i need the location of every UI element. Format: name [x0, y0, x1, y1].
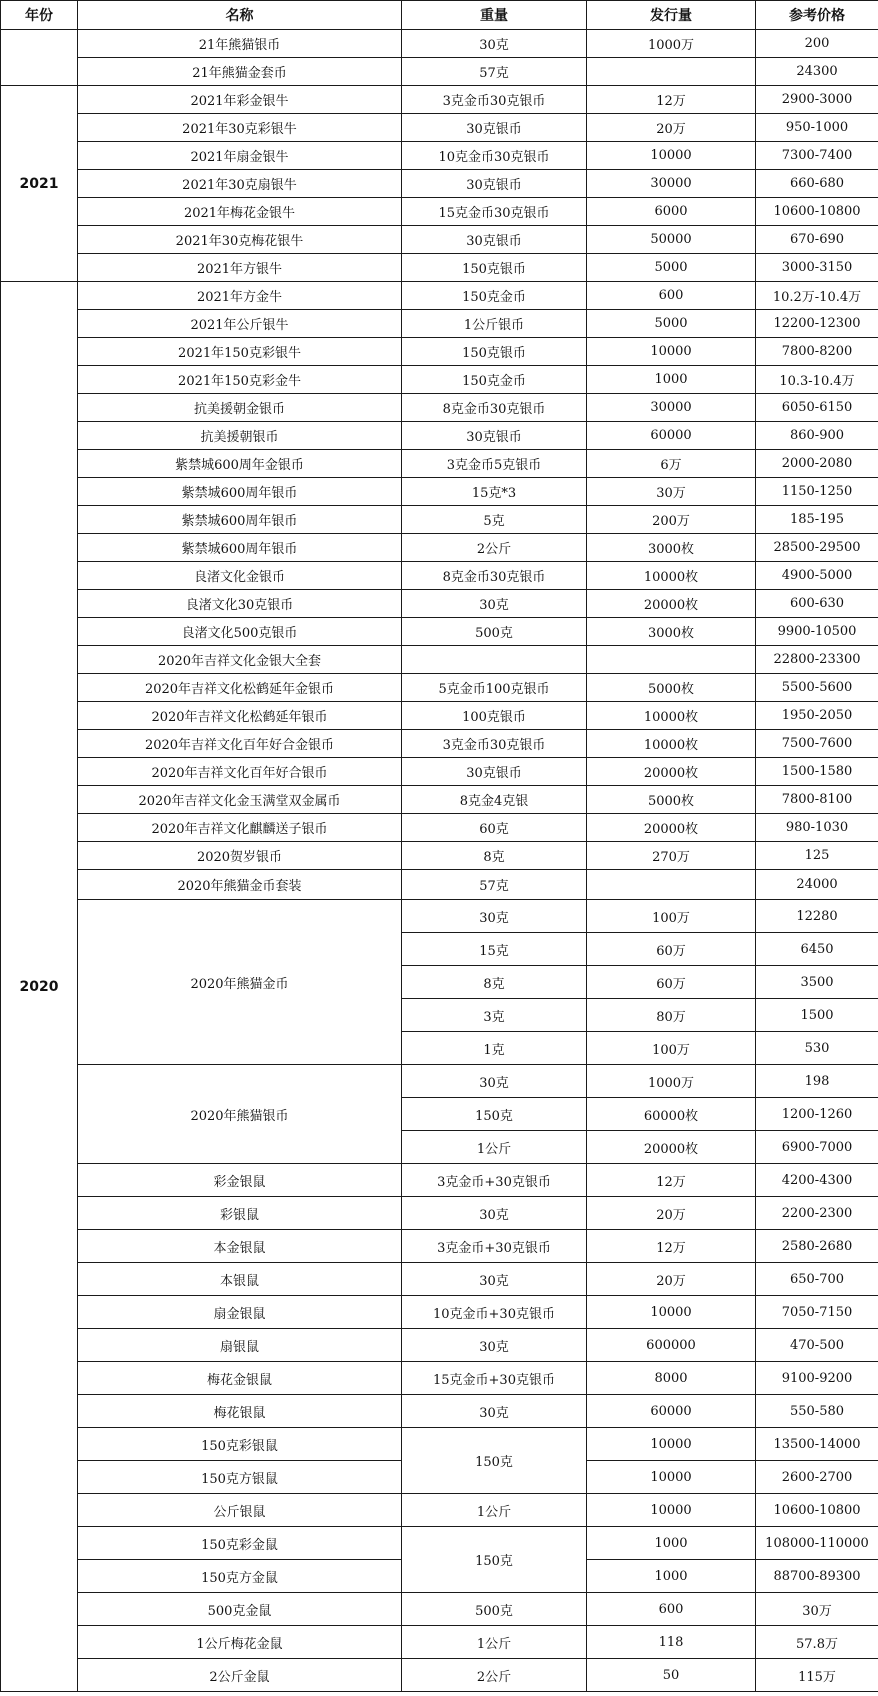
cell-price: 6050-6150 — [756, 394, 878, 422]
table-row — [1, 254, 878, 282]
cell-price: 7300-7400 — [756, 142, 878, 170]
table-row — [1, 506, 878, 534]
cell-weight: 2公斤 — [402, 534, 587, 562]
table-row — [1, 1593, 878, 1626]
table-row — [1, 58, 878, 86]
cell-weight: 8克金4克银 — [402, 786, 587, 814]
cell-weight: 30克银币 — [402, 226, 587, 254]
cell-issue: 10000 — [587, 142, 756, 170]
cell-price: 530 — [756, 1032, 878, 1065]
cell-issue: 10000枚 — [587, 562, 756, 590]
cell-price: 1200-1260 — [756, 1098, 878, 1131]
cell-weight: 15克金币30克银币 — [402, 198, 587, 226]
cell-weight: 30克银币 — [402, 758, 587, 786]
cell-price: 200 — [756, 30, 878, 58]
table-row — [1, 450, 878, 478]
cell-name: 本银鼠 — [78, 1263, 402, 1296]
cell-weight: 30克银币 — [402, 422, 587, 450]
cell-weight: 3克金币+30克银币 — [402, 1164, 587, 1197]
cell-weight: 150克银币 — [402, 254, 587, 282]
cell-price: 115万 — [756, 1659, 878, 1692]
cell-issue: 12万 — [587, 1164, 756, 1197]
cell-weight: 30克银币 — [402, 114, 587, 142]
cell-price: 5500-5600 — [756, 674, 878, 702]
cell-price: 2600-2700 — [756, 1461, 878, 1494]
cell-price: 13500-14000 — [756, 1428, 878, 1461]
cell-weight: 150克 — [402, 1098, 587, 1131]
cell-price: 3000-3150 — [756, 254, 878, 282]
cell-weight: 57克 — [402, 58, 587, 86]
cell-name: 2021年30克彩银牛 — [78, 114, 402, 142]
table-row — [1, 842, 878, 870]
cell-name: 2020年熊猫金币套装 — [78, 870, 402, 900]
table-row — [1, 30, 878, 58]
cell-name: 2公斤金鼠 — [78, 1659, 402, 1692]
cell-issue: 3000枚 — [587, 534, 756, 562]
cell-issue: 5000枚 — [587, 674, 756, 702]
table-row — [1, 814, 878, 842]
cell-name: 紫禁城600周年银币 — [78, 478, 402, 506]
cell-issue: 10000枚 — [587, 730, 756, 758]
table-row — [1, 226, 878, 254]
cell-price: 2200-2300 — [756, 1197, 878, 1230]
table-row — [1, 590, 878, 618]
table-row — [1, 114, 878, 142]
cell-issue: 600000 — [587, 1329, 756, 1362]
cell-issue: 6000 — [587, 198, 756, 226]
table-row — [1, 198, 878, 226]
cell-price: 950-1000 — [756, 114, 878, 142]
cell-price: 9100-9200 — [756, 1362, 878, 1395]
cell-weight: 15克金币+30克银币 — [402, 1362, 587, 1395]
cell-issue: 20万 — [587, 1197, 756, 1230]
cell-issue: 60万 — [587, 966, 756, 999]
cell-name: 2020贺岁银币 — [78, 842, 402, 870]
cell-issue: 600 — [587, 1593, 756, 1626]
cell-issue: 3000枚 — [587, 618, 756, 646]
table-row — [1, 1494, 878, 1527]
cell-price: 600-630 — [756, 590, 878, 618]
cell-name: 彩银鼠 — [78, 1197, 402, 1230]
header-name: 名称 — [78, 1, 402, 30]
table-row — [1, 170, 878, 198]
cell-name: 150克彩金鼠 — [78, 1527, 402, 1560]
cell-price: 1500 — [756, 999, 878, 1032]
year-cell-2021: 2021 — [1, 86, 78, 282]
cell-weight: 5克金币100克银币 — [402, 674, 587, 702]
cell-weight: 1公斤 — [402, 1626, 587, 1659]
cell-name: 2021年30克扇银牛 — [78, 170, 402, 198]
table-row — [1, 702, 878, 730]
cell-weight: 100克银币 — [402, 702, 587, 730]
cell-price: 470-500 — [756, 1329, 878, 1362]
cell-name: 2020年熊猫银币 — [78, 1065, 402, 1164]
cell-name: 抗美援朝金银币 — [78, 394, 402, 422]
cell-name: 良渚文化500克银币 — [78, 618, 402, 646]
cell-price: 7050-7150 — [756, 1296, 878, 1329]
cell-issue: 118 — [587, 1626, 756, 1659]
cell-price: 660-680 — [756, 170, 878, 198]
cell-weight: 30克 — [402, 1395, 587, 1428]
cell-weight: 30克 — [402, 30, 587, 58]
cell-name: 彩金银鼠 — [78, 1164, 402, 1197]
cell-issue: 10000 — [587, 1461, 756, 1494]
table-row — [1, 758, 878, 786]
cell-price: 860-900 — [756, 422, 878, 450]
cell-price: 7800-8100 — [756, 786, 878, 814]
cell-name: 2021年公斤银牛 — [78, 310, 402, 338]
cell-price: 185-195 — [756, 506, 878, 534]
cell-name: 2021年方金牛 — [78, 282, 402, 310]
cell-issue: 60000 — [587, 1395, 756, 1428]
table-row — [1, 86, 878, 114]
cell-weight: 500克 — [402, 1593, 587, 1626]
cell-name: 150克方金鼠 — [78, 1560, 402, 1593]
cell-name: 2020年吉祥文化麒麟送子银币 — [78, 814, 402, 842]
header-weight: 重量 — [402, 1, 587, 30]
cell-price: 198 — [756, 1065, 878, 1098]
cell-price: 2000-2080 — [756, 450, 878, 478]
cell-price: 1150-1250 — [756, 478, 878, 506]
cell-weight: 60克 — [402, 814, 587, 842]
cell-issue: 100万 — [587, 900, 756, 933]
cell-issue: 1000万 — [587, 1065, 756, 1098]
cell-weight: 8克金币30克银币 — [402, 394, 587, 422]
table-row — [1, 534, 878, 562]
cell-name: 2021年扇金银牛 — [78, 142, 402, 170]
header-issue: 发行量 — [587, 1, 756, 30]
cell-name: 2020年吉祥文化百年好合银币 — [78, 758, 402, 786]
cell-weight: 15克 — [402, 933, 587, 966]
cell-weight: 30克 — [402, 1197, 587, 1230]
cell-weight: 10克金币+30克银币 — [402, 1296, 587, 1329]
cell-price: 6450 — [756, 933, 878, 966]
cell-issue: 10000 — [587, 1296, 756, 1329]
cell-price: 24300 — [756, 58, 878, 86]
cell-price: 4200-4300 — [756, 1164, 878, 1197]
cell-name: 21年熊猫金套币 — [78, 58, 402, 86]
cell-weight: 57克 — [402, 870, 587, 900]
cell-name: 扇银鼠 — [78, 1329, 402, 1362]
table-row — [1, 1659, 878, 1692]
table-row — [1, 422, 878, 450]
cell-issue: 30000 — [587, 170, 756, 198]
table-row — [1, 1197, 878, 1230]
table-row — [1, 1428, 878, 1461]
cell-issue: 1000万 — [587, 30, 756, 58]
cell-name: 2020年熊猫金币 — [78, 900, 402, 1065]
header-price: 参考价格 — [756, 1, 878, 30]
cell-weight: 150克 — [402, 1428, 587, 1494]
cell-price: 6900-7000 — [756, 1131, 878, 1164]
table-row — [1, 786, 878, 814]
cell-issue: 6万 — [587, 450, 756, 478]
cell-name: 2020年吉祥文化松鹤延年金银币 — [78, 674, 402, 702]
cell-weight: 8克 — [402, 842, 587, 870]
table-row — [1, 900, 878, 933]
cell-weight: 30克 — [402, 1329, 587, 1362]
cell-name: 2020年吉祥文化松鹤延年银币 — [78, 702, 402, 730]
cell-weight: 10克金币30克银币 — [402, 142, 587, 170]
table-row — [1, 282, 878, 310]
table-row — [1, 1527, 878, 1560]
cell-name: 紫禁城600周年金银币 — [78, 450, 402, 478]
cell-price: 7500-7600 — [756, 730, 878, 758]
cell-issue: 60000 — [587, 422, 756, 450]
cell-weight: 3克金币5克银币 — [402, 450, 587, 478]
cell-price: 12280 — [756, 900, 878, 933]
cell-issue: 100万 — [587, 1032, 756, 1065]
header-year: 年份 — [1, 1, 78, 30]
table-row — [1, 562, 878, 590]
cell-name: 21年熊猫银币 — [78, 30, 402, 58]
cell-weight: 5克 — [402, 506, 587, 534]
cell-issue: 8000 — [587, 1362, 756, 1395]
table-row — [1, 1626, 878, 1659]
cell-price: 1950-2050 — [756, 702, 878, 730]
cell-weight: 150克金币 — [402, 366, 587, 394]
cell-issue: 12万 — [587, 86, 756, 114]
cell-issue: 20000枚 — [587, 590, 756, 618]
cell-issue: 60000枚 — [587, 1098, 756, 1131]
cell-issue: 20000枚 — [587, 758, 756, 786]
cell-name: 良渚文化30克银币 — [78, 590, 402, 618]
table-row — [1, 366, 878, 394]
cell-weight: 1克 — [402, 1032, 587, 1065]
cell-price: 670-690 — [756, 226, 878, 254]
cell-weight: 1公斤银币 — [402, 310, 587, 338]
cell-issue: 600 — [587, 282, 756, 310]
cell-price: 550-580 — [756, 1395, 878, 1428]
cell-issue: 20万 — [587, 114, 756, 142]
cell-price: 88700-89300 — [756, 1560, 878, 1593]
cell-weight: 30克银币 — [402, 170, 587, 198]
cell-issue: 10000 — [587, 1428, 756, 1461]
cell-name: 2021年彩金银牛 — [78, 86, 402, 114]
cell-issue: 10000 — [587, 338, 756, 366]
cell-price: 980-1030 — [756, 814, 878, 842]
cell-weight: 30克 — [402, 590, 587, 618]
cell-weight: 3克金币30克银币 — [402, 86, 587, 114]
cell-issue: 200万 — [587, 506, 756, 534]
cell-price: 2580-2680 — [756, 1230, 878, 1263]
cell-name: 2021年150克彩金牛 — [78, 366, 402, 394]
cell-weight: 3克 — [402, 999, 587, 1032]
table-row — [1, 478, 878, 506]
cell-issue: 30万 — [587, 478, 756, 506]
cell-weight: 500克 — [402, 618, 587, 646]
cell-issue — [587, 870, 756, 900]
cell-price: 9900-10500 — [756, 618, 878, 646]
table-row — [1, 1164, 878, 1197]
cell-issue: 50000 — [587, 226, 756, 254]
cell-price: 125 — [756, 842, 878, 870]
year-cell-blank — [1, 30, 78, 86]
cell-price: 10.2万-10.4万 — [756, 282, 878, 310]
cell-weight: 2公斤 — [402, 1659, 587, 1692]
cell-price: 2900-3000 — [756, 86, 878, 114]
cell-weight: 30克 — [402, 900, 587, 933]
cell-price: 28500-29500 — [756, 534, 878, 562]
cell-price: 10600-10800 — [756, 1494, 878, 1527]
cell-name: 2021年30克梅花银牛 — [78, 226, 402, 254]
cell-issue: 5000 — [587, 254, 756, 282]
table-row — [1, 646, 878, 674]
cell-name: 紫禁城600周年银币 — [78, 506, 402, 534]
cell-name: 抗美援朝银币 — [78, 422, 402, 450]
table-row — [1, 1065, 878, 1098]
cell-issue: 50 — [587, 1659, 756, 1692]
cell-issue: 10000枚 — [587, 702, 756, 730]
cell-issue — [587, 58, 756, 86]
table-row — [1, 730, 878, 758]
cell-price: 650-700 — [756, 1263, 878, 1296]
cell-issue: 20000枚 — [587, 814, 756, 842]
cell-issue: 1000 — [587, 1560, 756, 1593]
table-row — [1, 1329, 878, 1362]
cell-price: 24000 — [756, 870, 878, 900]
cell-weight: 150克 — [402, 1527, 587, 1593]
cell-price: 12200-12300 — [756, 310, 878, 338]
table-row — [1, 1296, 878, 1329]
cell-issue: 20万 — [587, 1263, 756, 1296]
cell-weight: 8克金币30克银币 — [402, 562, 587, 590]
cell-issue: 20000枚 — [587, 1131, 756, 1164]
cell-issue: 5000 — [587, 310, 756, 338]
cell-issue: 1000 — [587, 1527, 756, 1560]
cell-name: 梅花银鼠 — [78, 1395, 402, 1428]
cell-weight: 1公斤 — [402, 1131, 587, 1164]
table-row — [1, 310, 878, 338]
cell-name: 紫禁城600周年银币 — [78, 534, 402, 562]
cell-name: 150克方银鼠 — [78, 1461, 402, 1494]
cell-price: 22800-23300 — [756, 646, 878, 674]
cell-name: 良渚文化金银币 — [78, 562, 402, 590]
cell-weight: 30克 — [402, 1065, 587, 1098]
cell-issue — [587, 646, 756, 674]
cell-issue: 270万 — [587, 842, 756, 870]
cell-name: 2021年梅花金银牛 — [78, 198, 402, 226]
cell-name: 2021年方银牛 — [78, 254, 402, 282]
cell-price: 108000-110000 — [756, 1527, 878, 1560]
cell-issue: 12万 — [587, 1230, 756, 1263]
cell-name: 梅花金银鼠 — [78, 1362, 402, 1395]
cell-name: 本金银鼠 — [78, 1230, 402, 1263]
table-row — [1, 618, 878, 646]
cell-weight: 150克银币 — [402, 338, 587, 366]
cell-name: 1公斤梅花金鼠 — [78, 1626, 402, 1659]
cell-weight: 30克 — [402, 1263, 587, 1296]
cell-issue: 80万 — [587, 999, 756, 1032]
cell-name: 2020年吉祥文化百年好合金银币 — [78, 730, 402, 758]
table-row — [1, 1263, 878, 1296]
table-row — [1, 394, 878, 422]
year-cell-2020: 2020 — [1, 282, 78, 1692]
cell-price: 7800-8200 — [756, 338, 878, 366]
table-row — [1, 1395, 878, 1428]
cell-name: 2020年吉祥文化金玉满堂双金属币 — [78, 786, 402, 814]
cell-price: 3500 — [756, 966, 878, 999]
cell-price: 1500-1580 — [756, 758, 878, 786]
cell-weight: 8克 — [402, 966, 587, 999]
cell-price: 4900-5000 — [756, 562, 878, 590]
cell-issue: 1000 — [587, 366, 756, 394]
cell-weight: 3克金币+30克银币 — [402, 1230, 587, 1263]
cell-issue: 10000 — [587, 1494, 756, 1527]
cell-weight — [402, 646, 587, 674]
cell-name: 150克彩银鼠 — [78, 1428, 402, 1461]
cell-price: 10600-10800 — [756, 198, 878, 226]
cell-issue: 5000枚 — [587, 786, 756, 814]
table-row — [1, 142, 878, 170]
cell-name: 2021年150克彩银牛 — [78, 338, 402, 366]
cell-price: 10.3-10.4万 — [756, 366, 878, 394]
cell-issue: 30000 — [587, 394, 756, 422]
table-row — [1, 1230, 878, 1263]
cell-name: 2020年吉祥文化金银大全套 — [78, 646, 402, 674]
table-row — [1, 1362, 878, 1395]
cell-price: 30万 — [756, 1593, 878, 1626]
table-row — [1, 674, 878, 702]
table-row — [1, 338, 878, 366]
cell-name: 扇金银鼠 — [78, 1296, 402, 1329]
cell-weight: 1公斤 — [402, 1494, 587, 1527]
cell-name: 公斤银鼠 — [78, 1494, 402, 1527]
cell-weight: 3克金币30克银币 — [402, 730, 587, 758]
cell-issue: 60万 — [587, 933, 756, 966]
cell-price: 57.8万 — [756, 1626, 878, 1659]
cell-weight: 15克*3 — [402, 478, 587, 506]
cell-weight: 150克金币 — [402, 282, 587, 310]
cell-name: 500克金鼠 — [78, 1593, 402, 1626]
table-row — [1, 870, 878, 900]
